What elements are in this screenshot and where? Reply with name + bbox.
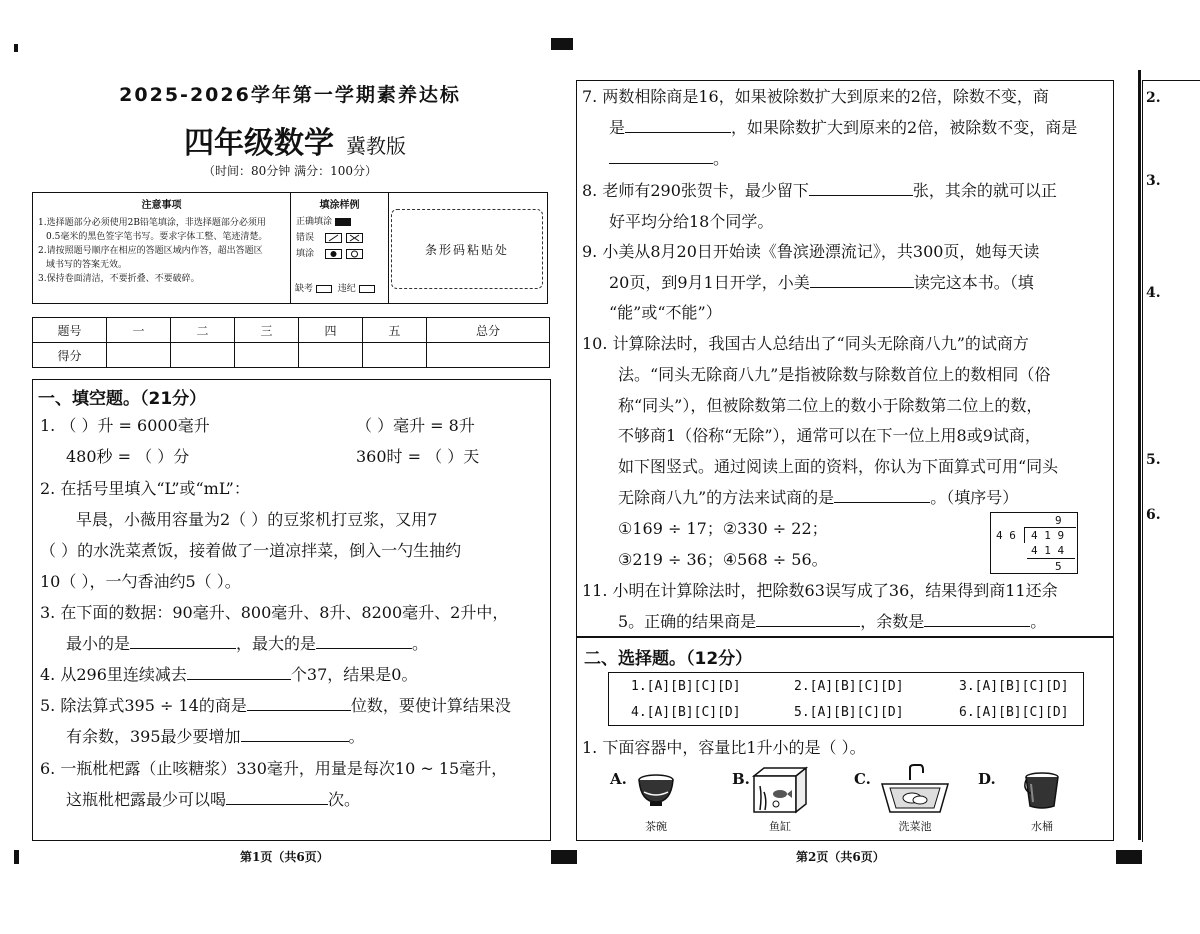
q10-line: 如下图竖式。通过阅读上面的资料，你认为下面算式可用“同头 — [618, 457, 1059, 476]
answer-cell[interactable]: 1.[A][B][C][D] — [631, 679, 741, 694]
score-table — [32, 317, 550, 368]
registration-mark — [14, 850, 19, 864]
q10-line: 10. 计算除法时，我国古人总结出了“同头无除商八九”的试商方 — [582, 334, 1029, 353]
answer-blank[interactable] — [130, 629, 236, 649]
q11-line: 11. 小明在计算除法时，把除数63误写成了36，结果得到商11还余 — [582, 581, 1058, 600]
margin-box-edge — [1142, 80, 1200, 842]
q5-line: 有余数，395最少要增加 。 — [66, 721, 365, 752]
q2-line: 10（ ），一勺香油约5（ ）。 — [40, 572, 241, 591]
ld-product: 4 1 4 — [1031, 544, 1065, 557]
page2-footer: 第2页（共6页） — [796, 850, 885, 864]
q4-line: 4. 从296里连续减去 个37，结果是0。 — [40, 659, 417, 690]
table-row — [33, 343, 550, 368]
ld-dividend: 4 1 9 — [1031, 529, 1065, 542]
q10-line: 法。“同头无除商八九”是指被除数与除数首位上的数相同（俗 — [618, 365, 1051, 384]
option-caption: 鱼缸 — [769, 820, 791, 833]
answer-cell[interactable]: 2.[A][B][C][D] — [794, 679, 904, 694]
option-caption: 洗菜池 — [898, 820, 932, 833]
table-row — [33, 318, 550, 343]
bucket-icon — [1022, 770, 1062, 810]
answer-cell[interactable]: 6.[A][B][C][D] — [959, 705, 1069, 720]
q11-line: 5。正确的结果商是 ，余数是 。 — [618, 606, 1046, 637]
registration-mark — [551, 850, 577, 864]
table-cell: 五 — [362, 318, 426, 343]
table-cell: 四 — [298, 318, 362, 343]
time-info: （时间：80分钟 满分：100分） — [203, 164, 377, 178]
fill-correct: 正确填涂 — [296, 214, 383, 230]
margin-number: 3. — [1146, 173, 1161, 189]
q9-line: 20页，到9月1日开学，小美 读完这本书。（填 — [609, 267, 1034, 298]
q1-part-d: 360时 = （ ）天 — [356, 447, 480, 466]
table-cell: 得分 — [33, 343, 107, 368]
fill-wrong: 错误 — [296, 230, 383, 246]
q9-line: “能”或“不能”） — [609, 303, 722, 322]
answer-cell[interactable]: 3.[A][B][C][D] — [959, 679, 1069, 694]
answer-blank[interactable] — [241, 722, 349, 742]
q2-intro: 2. 在括号里填入“L”或“mL”： — [40, 479, 250, 498]
answer-cell[interactable]: 4.[A][B][C][D] — [631, 705, 741, 720]
long-division-figure — [990, 512, 1078, 574]
notice-item: 2.请按照题号顺序在相应的答题区域内作答，超出答题区 — [38, 246, 263, 256]
subject-title: 四年级数学 冀教版 — [184, 126, 406, 161]
q7-line: 7. 两数相除商是16，如果被除数扩大到原来的2倍，除数不变，商 — [582, 87, 1049, 106]
answer-blank[interactable] — [226, 785, 328, 805]
q9-line: 9. 小美从8月20日开始读《鲁滨逊漂流记》，共300页，她每天读 — [582, 242, 1040, 261]
table-cell: 总分 — [426, 318, 549, 343]
notice-box — [32, 192, 548, 304]
margin-number: 6. — [1146, 507, 1161, 523]
q10-line: 不够商1（俗称“无除”），通常可以在下一位上用8或9试商， — [618, 426, 1041, 445]
q10-line: ③219 ÷ 36；④568 ÷ 56。 — [618, 550, 828, 569]
registration-mark — [14, 44, 18, 52]
answer-blank[interactable] — [609, 144, 713, 164]
margin-number: 2. — [1146, 90, 1161, 106]
absent-violation: 缺考 违纪 — [295, 281, 375, 297]
violation-box[interactable] — [359, 285, 375, 293]
answer-blank[interactable] — [809, 176, 913, 196]
notice-heading: 注意事项 — [141, 200, 182, 211]
q6-line: 这瓶枇杷露最少可以喝 次。 — [66, 784, 360, 815]
wrong-fill-icon — [325, 249, 365, 259]
registration-mark — [1116, 850, 1142, 864]
option-letter[interactable]: B. — [732, 770, 750, 788]
q7-line: 。 — [609, 143, 729, 174]
wrong-fill-icon — [325, 233, 365, 243]
answer-blank[interactable] — [187, 660, 291, 680]
ld-divisor: 4 6 — [996, 529, 1016, 542]
margin-number: 4. — [1146, 285, 1161, 301]
edition-label: 冀教版 — [346, 134, 406, 158]
answer-blank[interactable] — [247, 691, 351, 711]
section2-heading: 二、选择题。（12分） — [584, 649, 753, 669]
q8-line: 好平均分给18个同学。 — [609, 212, 774, 231]
answer-sheet — [608, 672, 1084, 726]
barcode-area: 条形码粘贴处 — [391, 209, 543, 289]
answer-blank[interactable] — [625, 113, 731, 133]
registration-mark — [1138, 70, 1141, 840]
notice-item: 0.5毫米的黑色签字笔书写。要求字体工整、笔迹清楚。 — [46, 232, 268, 242]
fish-tank-icon — [752, 766, 808, 814]
absent-box[interactable] — [316, 285, 332, 293]
q5-line: 5. 除法算式395 ÷ 14的商是 位数，要使计算结果没 — [40, 690, 511, 721]
option-letter[interactable]: D. — [978, 770, 996, 788]
filled-bubble-icon — [335, 218, 351, 226]
table-cell: 题号 — [33, 318, 107, 343]
q2-line: （ ）的水洗菜煮饭，接着做了一道凉拌菜，倒入一勺生抽约 — [40, 541, 462, 560]
score-input[interactable] — [170, 343, 234, 368]
registration-mark — [551, 38, 573, 50]
page1-footer: 第1页（共6页） — [240, 850, 329, 864]
q2-line: 早晨，小薇用容量为2（ ）的豆浆机打豆浆，又用7 — [76, 510, 438, 529]
fill-heading: 填涂样例 — [319, 200, 360, 211]
q1-part-b: （ ）毫升 = 8升 — [356, 416, 475, 435]
answer-blank[interactable] — [924, 607, 1030, 627]
option-letter[interactable]: A. — [610, 770, 627, 788]
score-input[interactable] — [234, 343, 298, 368]
q3-line: 3. 在下面的数据：90毫升、800毫升、8升、8200毫升、2升中， — [40, 603, 509, 622]
option-letter[interactable]: C. — [854, 770, 871, 788]
score-input[interactable] — [298, 343, 362, 368]
option-caption: 茶碗 — [645, 820, 667, 833]
q10-line: 无除商八九”的方法来试商的是 。（填序号） — [618, 482, 1018, 513]
ld-quotient: 9 — [1055, 514, 1062, 527]
score-input[interactable] — [362, 343, 426, 368]
notice-item: 域书写的答案无效。 — [46, 260, 128, 270]
fill-sample — [291, 193, 389, 303]
score-input[interactable] — [107, 343, 171, 368]
q6-line: 6. 一瓶枇杷露（止咳糖浆）330毫升，用量是每次10 ~ 15毫升， — [40, 759, 508, 778]
answer-blank[interactable] — [316, 629, 412, 649]
q10-line: ①169 ÷ 17；②330 ÷ 22； — [618, 519, 828, 538]
score-input[interactable] — [426, 343, 549, 368]
option-caption: 水桶 — [1031, 820, 1053, 833]
notice-item: 1.选择题部分必须使用2B铅笔填涂，非选择题部分必须用 — [38, 218, 266, 228]
fill-wrong-2: 填涂 — [296, 246, 383, 262]
q8-line: 8. 老师有290张贺卡，最少留下 张，其余的就可以正 — [582, 175, 1057, 206]
tea-bowl-icon — [636, 772, 676, 808]
exam-title: 2025-2026学年第一学期素养达标 — [119, 84, 461, 106]
q1-part-c: 480秒 = （ ）分 — [66, 447, 190, 466]
answer-blank[interactable] — [810, 268, 914, 288]
mc-q1: 1. 下面容器中，容量比1升小的是（ ）。 — [582, 738, 866, 757]
notice-item: 3.保持卷面清洁，不要折叠、不要破碎。 — [38, 274, 200, 284]
answer-blank[interactable] — [834, 483, 930, 503]
margin-number: 5. — [1146, 452, 1161, 468]
q3-line: 最小的是 ，最大的是 。 — [66, 628, 428, 659]
q7-line: 是 ，如果除数扩大到原来的2倍，被除数不变，商是 — [609, 112, 1077, 143]
notice-items — [33, 193, 291, 303]
table-cell: 一 — [107, 318, 171, 343]
q10-line: 称“同头”），但被除数第二位上的数小于除数第二位上的数， — [618, 396, 1043, 415]
answer-cell[interactable]: 5.[A][B][C][D] — [794, 705, 904, 720]
section1-heading: 一、填空题。（21分） — [38, 389, 207, 409]
ld-line — [1027, 558, 1075, 559]
sink-icon — [880, 764, 950, 816]
answer-blank[interactable] — [756, 607, 860, 627]
q1-part-a: 1. （ ）升 = 6000毫升 — [40, 416, 210, 435]
table-cell: 二 — [170, 318, 234, 343]
ld-remainder: 5 — [1055, 560, 1062, 573]
table-cell: 三 — [234, 318, 298, 343]
